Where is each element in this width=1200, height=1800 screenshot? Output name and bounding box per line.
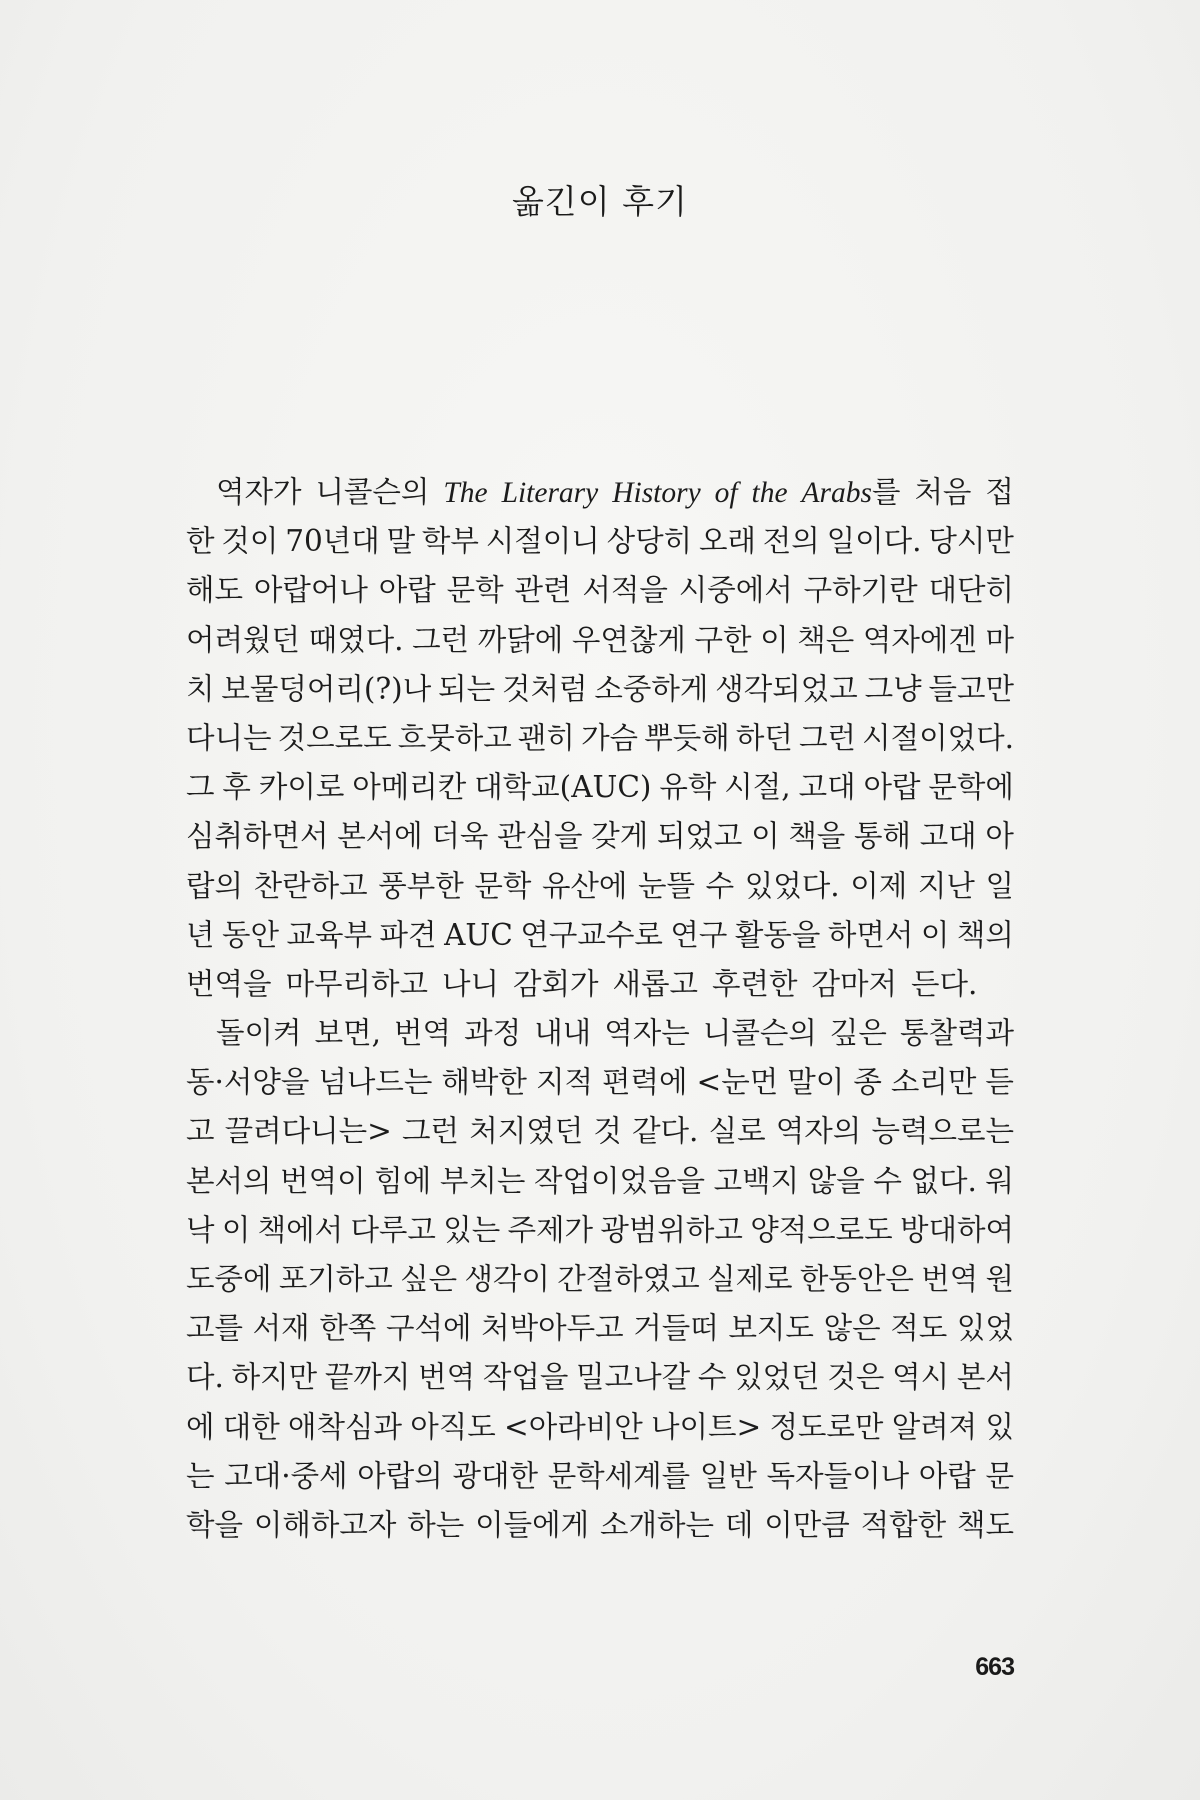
body-line: 고를 서재 한쪽 구석에 처박아두고 거들떠 보지도 않은 적도 있었 [186,1311,1014,1346]
page-title: 옮긴이 후기 [512,182,688,221]
body-line: 동·서양을 넘나드는 해박한 지적 편력에 <눈먼 말이 종 소리만 듣 [186,1065,1014,1100]
body-line: 는 고대·중세 아랍의 광대한 문학세계를 일반 독자들이나 아랍 문 [186,1458,1014,1493]
body-line: 심취하면서 본서에 더욱 관심을 갖게 되었고 이 책을 통해 고대 아 [186,819,1014,854]
body-line: 한 것이 70년대 말 학부 시절이니 상당히 오래 전의 일이다. 당시만 [186,524,1014,559]
body-line: 다니는 것으로도 흐뭇하고 괜히 가슴 뿌듯해 하던 그런 시절이었다. [186,720,1014,755]
body-line: 어려웠던 때였다. 그런 까닭에 우연찮게 구한 이 책은 역자에겐 마 [186,622,1014,657]
body-line: 돌이켜 보면, 번역 과정 내내 역자는 니콜슨의 깊은 통찰력과 [216,1016,1014,1051]
body-line: 랍의 찬란하고 풍부한 문학 유산에 눈뜰 수 있었다. 이제 지난 일 [186,868,1014,903]
body-line: 에 대한 애착심과 아직도 <아라비안 나이트> 정도로만 알려져 있 [186,1409,1014,1444]
page-number: 663 [975,1653,1014,1681]
body-line: 도중에 포기하고 싶은 생각이 간절하였고 실제로 한동안은 번역 원 [186,1262,1014,1296]
body-line: 다. 하지만 끝까지 번역 작업을 밀고나갈 수 있었던 것은 역시 본서 [186,1360,1014,1395]
body-line: 고 끌려다니는> 그런 처지였던 것 같다. 실로 역자의 능력으로는 [186,1114,1014,1149]
body-text [186,468,1014,1550]
body-line: 본서의 번역이 힘에 부치는 작업이었음을 고백지 않을 수 없다. 워 [186,1163,1014,1198]
body-line: 그 후 카이로 아메리칸 대학교(AUC) 유학 시절, 고대 아랍 문학에 [186,770,1014,805]
body-line: 해도 아랍어나 아랍 문학 관련 서적을 시중에서 구하기란 대단히 [186,573,1014,608]
body-line: 년 동안 교육부 파견 AUC 연구교수로 연구 활동을 하면서 이 책의 [186,917,1014,952]
body-line: 번역을 마무리하고 나니 감회가 새롭고 후련한 감마저 든다. [186,966,978,1001]
body-line: 학을 이해하고자 하는 이들에게 소개하는 데 이만큼 적합한 책도 [186,1507,1014,1542]
body-line: 역자가 니콜슨의 The Literary History of the Arabs를 처음 접 [216,475,1014,509]
body-line: 치 보물덩어리(?)나 되는 것처럼 소중하게 생각되었고 그냥 들고만 [186,671,1014,706]
body-line: 낙 이 책에서 다루고 있는 주제가 광범위하고 양적으로도 방대하여 [186,1212,1014,1247]
